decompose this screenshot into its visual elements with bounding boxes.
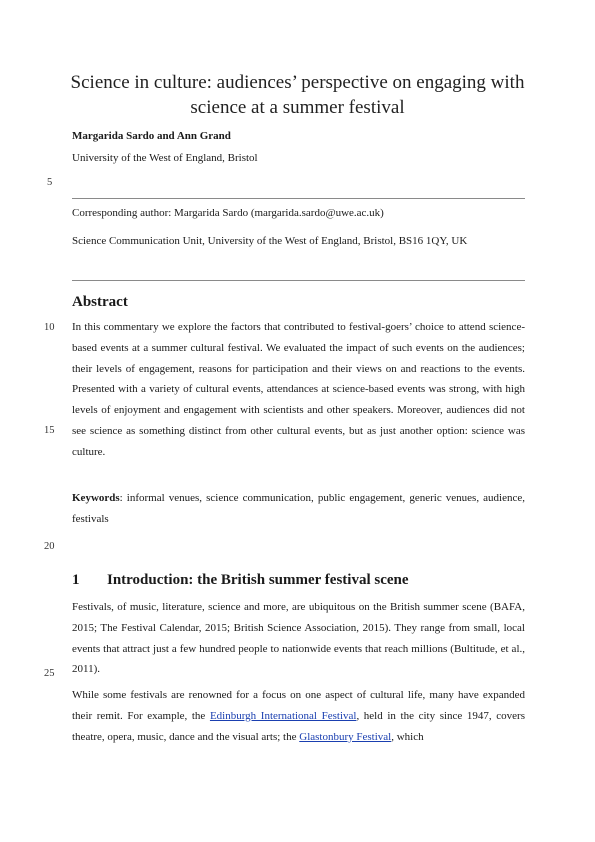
abstract-heading: Abstract: [72, 294, 128, 310]
intro-p2-text-2: , held in the city since 1947, covers theatre, opera, music, dance and the visual arts; the: [72, 709, 525, 743]
keywords: [72, 488, 525, 530]
line-number-5: 5: [47, 177, 53, 188]
glastonbury-festival-link[interactable]: Glastonbury Festival: [299, 730, 392, 743]
intro-paragraph-1: Festivals, of music, literature, science and more, are ubiquitous on the British summer scene (BAFA, 2015; The Festival Calendar, 2015; British Science Association, 2015). They range from small, local events that attract just a few hundred people to nationwide events that reach millions (Bultitude, et al., 2011).: [72, 601, 525, 676]
top-divider: [72, 198, 525, 199]
line-number-15: 15: [44, 425, 55, 436]
corresponding-author: Corresponding author: Margarida Sardo (margarida.sardo@uwe.ac.uk): [72, 207, 384, 219]
line-number-10: 10: [44, 322, 55, 333]
line-number-20: 20: [44, 541, 55, 552]
intro-p2-text-1: While some festivals are renowned for a focus on one aspect of cultural life, many have expanded their remit. For example, the: [72, 689, 525, 722]
intro-paragraph-2: [72, 685, 525, 747]
keywords-list: : informal venues, science communication, public engagement, generic venues, audience, festivals: [72, 492, 525, 525]
section-heading-introduction: [72, 572, 409, 589]
section-title: Introduction: the British summer festival scene: [107, 572, 409, 588]
edinburgh-festival-link[interactable]: Edinburgh International Festival: [209, 709, 357, 722]
section-number: 1: [72, 572, 80, 588]
abstract-text: In this commentary we explore the factors that contributed to festival-goers’ choice to attend science-based events at a summer cultural festival. We evaluated the impact of such events on the audiences; their levels of engagement, reasons for participation and their views on and reactions to the events. Presented with a variety of cultural events, attendances at science-based events was strong, with high levels of enjoyment and engagement with scientists and other speakers. Moreover, audiences did not see science as something distinct from other cultural events, but as just another option: science was culture.: [72, 321, 525, 458]
line-number-25: 25: [44, 668, 55, 679]
authors: Margarida Sardo and Ann Grand: [72, 130, 231, 142]
bottom-divider: [72, 280, 525, 281]
institution-address: Science Communication Unit, University of the West of England, Bristol, BS16 1QY, UK: [72, 235, 468, 247]
keywords-label: Keywords: [72, 492, 120, 504]
intro-p2-text-3: , which: [391, 730, 424, 743]
affiliation: University of the West of England, Bristol: [72, 152, 258, 164]
paper-title: Science in culture: audiences’ perspective on engaging with science at a summer festival: [70, 72, 525, 118]
